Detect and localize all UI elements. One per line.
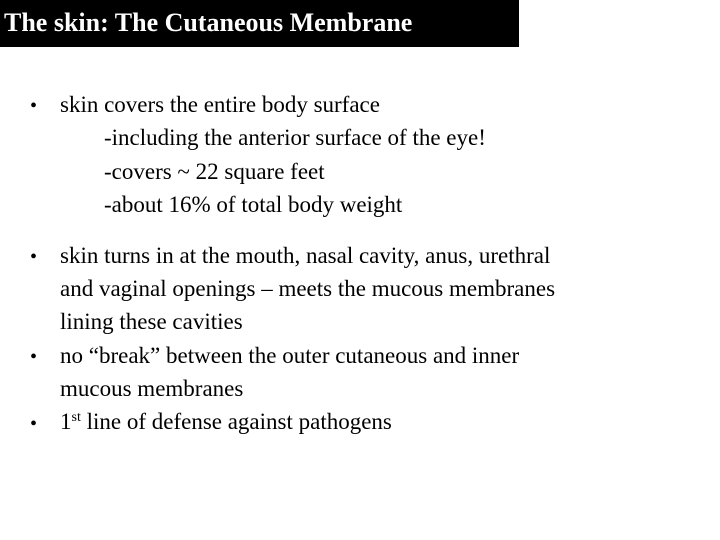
sub-point: -about 16% of total body weight: [104, 192, 403, 217]
bullet-text-remainder: line of defense against pathogens: [80, 409, 392, 434]
bullet-marker: •: [30, 346, 38, 368]
ordinal-number: 1: [60, 409, 72, 434]
bullet-text: no “break” between the outer cutaneous and inner: [60, 343, 520, 368]
sub-point: -including the anterior surface of the eye!: [104, 125, 486, 150]
bullet-text-continued: and vaginal openings – meets the mucous membranes: [60, 276, 556, 301]
bullet-text: skin covers the entire body surface: [60, 92, 380, 117]
slide-title: The skin: The Cutaneous Membrane: [4, 8, 413, 37]
bullet-marker: •: [30, 413, 38, 435]
title-bar: [0, 0, 519, 47]
bullet-marker: •: [30, 95, 38, 117]
ordinal-suffix: st: [71, 410, 81, 425]
bullet-text-continued: mucous membranes: [60, 376, 244, 401]
bullet-text-continued: lining these cavities: [60, 309, 243, 334]
bullet-text: [60, 408, 392, 436]
bullet-marker: •: [30, 246, 38, 268]
sub-point: -covers ~ 22 square feet: [104, 159, 325, 184]
bullet-text: skin turns in at the mouth, nasal cavity, anus, urethral: [60, 243, 551, 268]
